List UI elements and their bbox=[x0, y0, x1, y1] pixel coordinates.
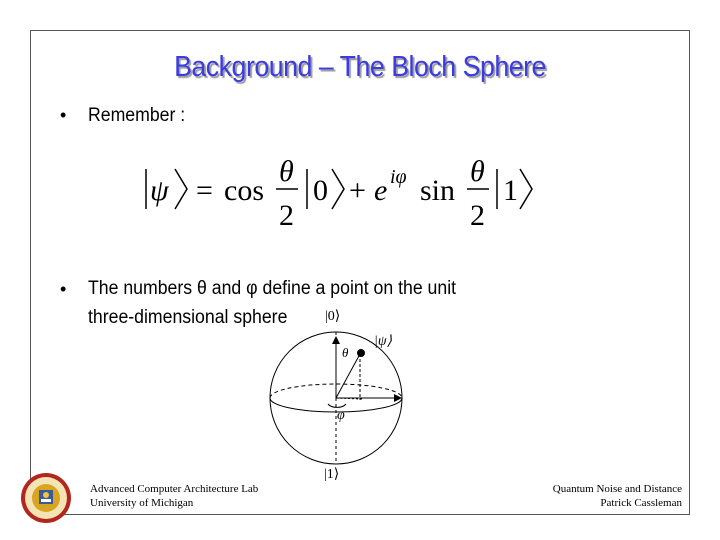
exponent-iphi: iφ bbox=[390, 166, 407, 188]
ket-one-digit: 1 bbox=[503, 174, 518, 207]
footer-talk-title: Quantum Noise and Distance bbox=[552, 483, 682, 495]
north-arrowhead bbox=[332, 336, 340, 344]
footer-author: Patrick Cassleman bbox=[600, 497, 682, 509]
sin-label: sin bbox=[420, 174, 456, 207]
cos-label: cos bbox=[224, 174, 264, 207]
bullet-numbers-line2: three-dimensional sphere bbox=[88, 307, 288, 328]
bullet-remember: Remember : bbox=[88, 105, 186, 126]
psi-symbol: ψ bbox=[150, 174, 169, 207]
ket-one-label: |1⟩ bbox=[324, 467, 340, 482]
theta-numerator: θ bbox=[279, 155, 294, 188]
e-symbol: e bbox=[374, 174, 388, 207]
footer-lab: Advanced Computer Architecture Lab bbox=[90, 483, 259, 495]
footer-left bbox=[90, 482, 258, 510]
state-point bbox=[357, 349, 365, 357]
bullet-dot: • bbox=[60, 105, 67, 125]
ket-psi-label: |ψ⟩ bbox=[374, 334, 393, 349]
two-denominator: 2 bbox=[279, 199, 294, 232]
footer-right bbox=[553, 482, 682, 510]
bullet-numbers-line1: The numbers θ and φ define a point on the unit bbox=[88, 278, 457, 299]
phi-arc bbox=[328, 404, 346, 407]
theta-numerator-2: θ bbox=[470, 155, 485, 188]
ket-zero-digit: 0 bbox=[313, 174, 328, 207]
equals-sign: = bbox=[196, 174, 213, 207]
phi-angle-label: φ bbox=[337, 408, 345, 423]
footer-university: University of Michigan bbox=[90, 497, 194, 509]
university-seal-logo bbox=[20, 470, 72, 526]
theta-angle-label: θ bbox=[342, 345, 349, 360]
two-denominator-2: 2 bbox=[470, 199, 485, 232]
plus-sign: + bbox=[349, 174, 366, 207]
slide-title: Background – The Bloch Sphere bbox=[174, 51, 546, 83]
ket-zero-label: |0⟩ bbox=[325, 309, 341, 324]
bullet-dot-2: • bbox=[60, 279, 67, 299]
